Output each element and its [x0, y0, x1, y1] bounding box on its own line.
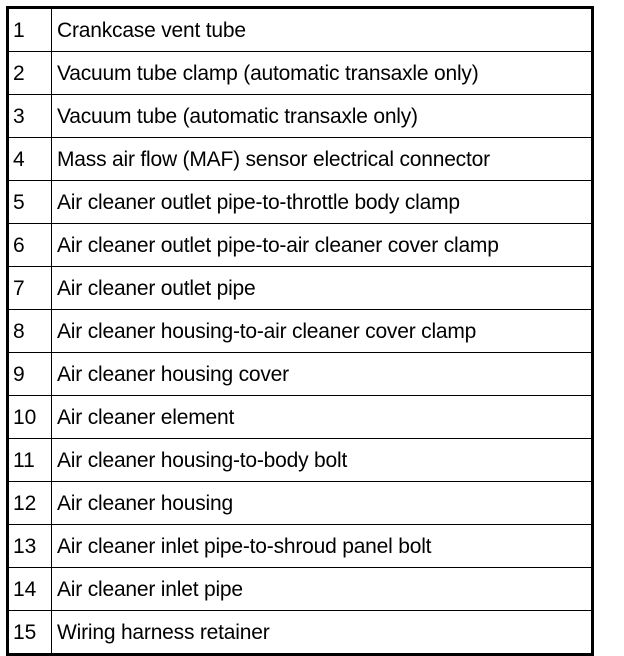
item-description: Air cleaner inlet pipe [52, 568, 593, 611]
item-number: 15 [8, 611, 52, 655]
item-description: Air cleaner housing [52, 482, 593, 525]
item-number: 14 [8, 568, 52, 611]
item-description: Air cleaner housing-to-body bolt [52, 439, 593, 482]
item-description: Wiring harness retainer [52, 611, 593, 655]
item-number: 1 [8, 8, 52, 52]
item-number: 7 [8, 267, 52, 310]
item-number: 9 [8, 353, 52, 396]
table-row [8, 267, 593, 310]
parts-legend-table [6, 6, 594, 656]
table-row [8, 8, 593, 52]
item-description: Air cleaner housing cover [52, 353, 593, 396]
item-description: Air cleaner outlet pipe [52, 267, 593, 310]
item-number: 8 [8, 310, 52, 353]
item-description: Mass air flow (MAF) sensor electrical connector [52, 138, 593, 181]
item-number: 4 [8, 138, 52, 181]
item-description: Air cleaner housing-to-air cleaner cover clamp [52, 310, 593, 353]
item-number: 11 [8, 439, 52, 482]
table-row [8, 439, 593, 482]
table-row [8, 181, 593, 224]
item-number: 13 [8, 525, 52, 568]
table-row [8, 52, 593, 95]
table-row [8, 224, 593, 267]
table-row [8, 525, 593, 568]
item-description: Vacuum tube clamp (automatic transaxle only) [52, 52, 593, 95]
table-row [8, 95, 593, 138]
table-row [8, 310, 593, 353]
item-number: 3 [8, 95, 52, 138]
item-number: 12 [8, 482, 52, 525]
item-number: 6 [8, 224, 52, 267]
item-description: Crankcase vent tube [52, 8, 593, 52]
item-description: Air cleaner outlet pipe-to-throttle body clamp [52, 181, 593, 224]
item-number: 5 [8, 181, 52, 224]
table-row [8, 353, 593, 396]
item-description: Air cleaner outlet pipe-to-air cleaner cover clamp [52, 224, 593, 267]
table-row [8, 482, 593, 525]
item-number: 2 [8, 52, 52, 95]
item-number: 10 [8, 396, 52, 439]
table-row [8, 568, 593, 611]
table-row [8, 138, 593, 181]
item-description: Vacuum tube (automatic transaxle only) [52, 95, 593, 138]
item-description: Air cleaner element [52, 396, 593, 439]
item-description: Air cleaner inlet pipe-to-shroud panel bolt [52, 525, 593, 568]
table-row [8, 396, 593, 439]
